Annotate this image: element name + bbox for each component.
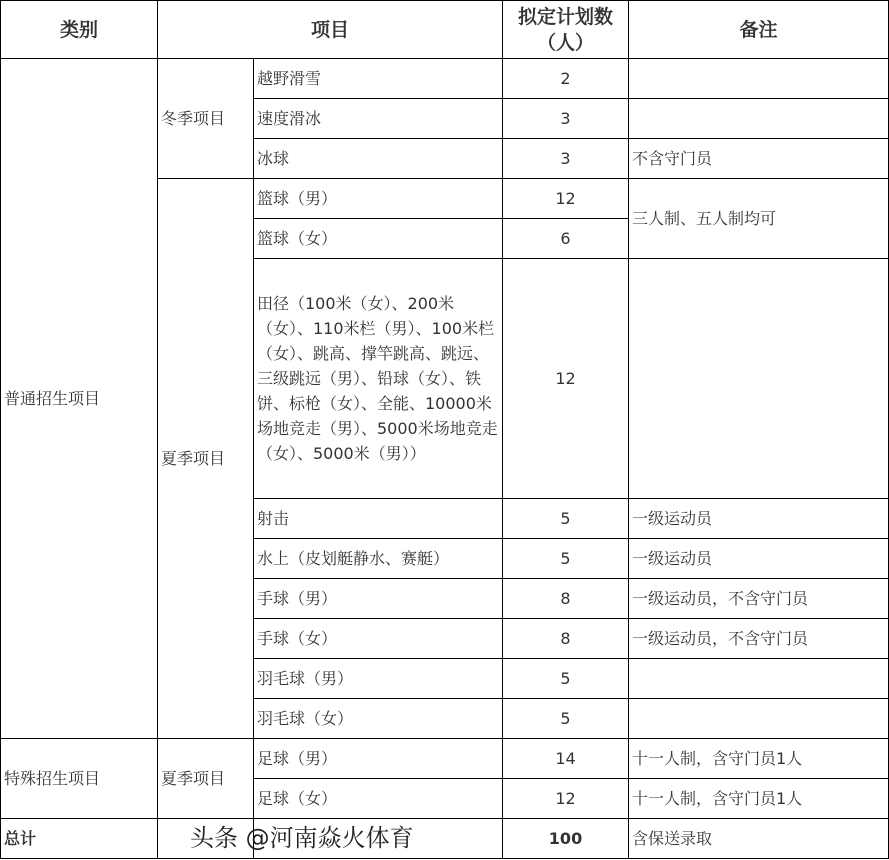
num-cell: 5: [503, 539, 629, 579]
note-cell: 一级运动员，不含守门员: [629, 619, 889, 659]
num-cell: 14: [503, 739, 629, 779]
num-cell: 12: [503, 779, 629, 819]
note-cell: 十一人制，含守门员1人: [629, 739, 889, 779]
item-cell: 手球（女）: [254, 619, 503, 659]
item-cell: 足球（男）: [254, 739, 503, 779]
item-cell: 射击: [254, 499, 503, 539]
subgroup-summer-special: 夏季项目: [158, 739, 254, 819]
group-special: 特殊招生项目: [1, 739, 158, 819]
item-cell: 羽毛球（男）: [254, 659, 503, 699]
note-cell: [629, 259, 889, 499]
item-cell: 手球（男）: [254, 579, 503, 619]
item-cell: 水上（皮划艇静水、赛艇）: [254, 539, 503, 579]
header-category: 类别: [1, 1, 158, 59]
note-cell: 不含守门员: [629, 139, 889, 179]
num-cell: 8: [503, 619, 629, 659]
note-cell: [629, 699, 889, 739]
item-cell: 篮球（男）: [254, 179, 503, 219]
subgroup-summer: 夏季项目: [158, 179, 254, 739]
note-cell: 一级运动员: [629, 539, 889, 579]
header-plan: 拟定计划数（人）: [503, 1, 629, 59]
item-cell: 越野滑雪: [254, 59, 503, 99]
item-cell: 足球（女）: [254, 779, 503, 819]
num-cell: 5: [503, 659, 629, 699]
table-row: [1, 739, 889, 779]
item-cell: 羽毛球（女）: [254, 699, 503, 739]
total-num: 100: [503, 819, 629, 859]
total-row: [1, 819, 889, 859]
header-row: [1, 1, 889, 59]
num-cell: 2: [503, 59, 629, 99]
item-cell: 速度滑冰: [254, 99, 503, 139]
note-cell: 一级运动员，不含守门员: [629, 579, 889, 619]
num-cell: 6: [503, 219, 629, 259]
note-cell: 一级运动员: [629, 499, 889, 539]
header-note: 备注: [629, 1, 889, 59]
total-note: 含保送录取: [629, 819, 889, 859]
watermark: 头条 @河南焱火体育: [190, 824, 414, 852]
num-cell: 3: [503, 139, 629, 179]
num-cell: 12: [503, 259, 629, 499]
subgroup-winter: 冬季项目: [158, 59, 254, 179]
num-cell: 3: [503, 99, 629, 139]
total-label: 总计: [1, 819, 158, 859]
note-cell: 十一人制，含守门员1人: [629, 779, 889, 819]
num-cell: 12: [503, 179, 629, 219]
note-cell: [629, 659, 889, 699]
item-cell: 田径（100米（女）、200米（女）、110米栏（男）、100米栏（女）、跳高、撑竿跳高、跳远、三级跳远（男）、铅球（女）、铁饼、标枪（女）、全能、10000米场地竞走（男）、5000米场地竞走（女）、5000米（男））: [254, 259, 503, 499]
item-cell: 冰球: [254, 139, 503, 179]
header-item: 项目: [158, 1, 503, 59]
table-row: [1, 59, 889, 99]
item-cell: 篮球（女）: [254, 219, 503, 259]
num-cell: 8: [503, 579, 629, 619]
num-cell: 5: [503, 499, 629, 539]
note-cell: 三人制、五人制均可: [629, 179, 889, 259]
num-cell: 5: [503, 699, 629, 739]
group-regular: 普通招生项目: [1, 59, 158, 739]
note-cell: [629, 99, 889, 139]
note-cell: [629, 59, 889, 99]
